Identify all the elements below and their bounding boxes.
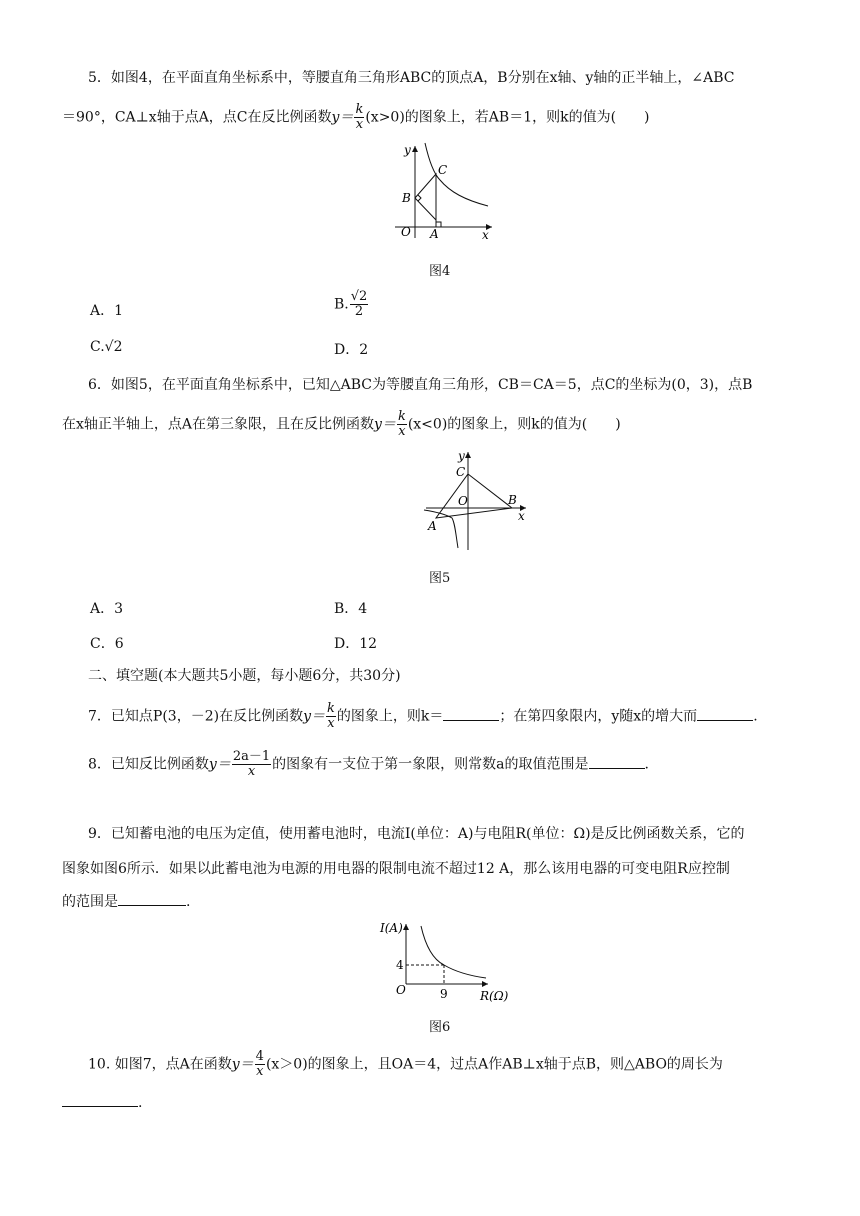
q7-frac-den: x xyxy=(327,716,335,731)
q10-fraction xyxy=(255,1050,265,1079)
q8-frac-num: 2a－1 xyxy=(232,749,271,764)
fig5-label-b: B xyxy=(508,493,517,507)
fig6-tick-9: 9 xyxy=(440,987,448,1001)
q5-fraction xyxy=(354,103,364,132)
q5-line1 xyxy=(88,68,735,88)
q9-line3 xyxy=(62,891,190,912)
q10-line2 xyxy=(62,1092,142,1113)
fig6-label-yaxis: I(A) xyxy=(380,921,403,935)
q10-blank[interactable] xyxy=(62,1092,138,1107)
q5-text-line2a: ＝90°，CA⊥x轴于点A，点C在反比例函数 xyxy=(62,109,332,126)
q8-blank[interactable] xyxy=(589,754,645,769)
section-2-heading: 二、填空题(本大题共5小题，每小题6分，共30分) xyxy=(88,668,401,684)
q6-func-prefix: y＝ xyxy=(374,416,396,433)
q7-frac-num: k xyxy=(327,701,335,716)
q10-func-prefix: y＝ xyxy=(231,1056,254,1073)
fig5-caption: 图5 xyxy=(429,571,451,586)
q5-option-b-prefix: B. xyxy=(334,296,349,313)
q6-option-c: C．6 xyxy=(90,636,124,652)
q7-text-d: . xyxy=(753,708,758,725)
q10-text-b: (x＞0)的图象上，且OA＝4，过点A作AB⊥x轴于点B，则△ABO的周长为 xyxy=(265,1056,723,1073)
q6-frac-den: x xyxy=(398,424,406,439)
figure-6 xyxy=(376,918,516,1004)
fig6-caption: 图6 xyxy=(429,1020,451,1035)
q6-text-line1: 如图5，在平面直角坐标系中，已知△ABC为等腰直角三角形，CB＝CA＝5，点C的坐标为(0，3)，点B xyxy=(110,377,753,393)
q9-text-line3-end: . xyxy=(186,894,191,910)
q5-frac-den: x xyxy=(355,117,364,132)
fig5-label-a: A xyxy=(428,519,437,533)
figure-4 xyxy=(390,140,500,240)
fig4-label-b: B xyxy=(402,191,411,205)
q7-text-c: ；在第四象限内，y随x的增大而 xyxy=(499,708,698,725)
fig6-label-xaxis: R(Ω) xyxy=(480,989,509,1003)
q10-frac-num: 4 xyxy=(255,1049,264,1064)
fig6-label-o: O xyxy=(396,983,406,997)
fig5-label-o: O xyxy=(458,494,468,508)
fig6-tick-4: 4 xyxy=(396,958,404,972)
q10-frac-den: x xyxy=(256,1064,264,1079)
q7-text-b: 的图象上，则k＝ xyxy=(336,708,444,725)
q8-text-c: . xyxy=(644,756,649,773)
q6-text-line2a: 在x轴正半轴上，点A在第三象限，且在反比例函数 xyxy=(62,416,375,433)
q10-text-end: . xyxy=(138,1095,143,1111)
q5-option-c: C.√2 xyxy=(90,339,123,355)
q10-line1 xyxy=(88,1050,723,1079)
q9-line2: 图象如图6所示．如果以此蓄电池为电源的用电器的限制电流不超过12 A，那么该用电器的可变电阻R应控制 xyxy=(62,861,730,877)
q9-text-line3: 的范围是 xyxy=(62,894,118,910)
q5-number: 5． xyxy=(88,70,111,86)
q7-text-a: 7．已知点P(3，－2)在反比例函数 xyxy=(88,708,304,725)
fig4-label-c: C xyxy=(438,163,448,177)
q7-blank-2[interactable] xyxy=(697,706,753,721)
fig4-label-a: A xyxy=(430,227,439,240)
q5-text-line2b: (x>0)的图象上，若AB＝1，则k的值为( ) xyxy=(365,109,650,126)
q6-line1 xyxy=(88,375,752,395)
q8-text-a: 8．已知反比例函数 xyxy=(88,756,209,773)
q7-blank-1[interactable] xyxy=(443,706,499,721)
q6-option-b: B．4 xyxy=(334,601,368,617)
q9-line1: 9．已知蓄电池的电压为定值，使用蓄电池时，电流I(单位：A)与电阻R(单位：Ω)是反比例函数关系，它的 xyxy=(88,826,745,842)
q6-option-a: A．3 xyxy=(90,601,124,617)
q5-text-line1: 如图4，在平面直角坐标系中，等腰直角三角形ABC的顶点A，B分别在x轴、y轴的正半轴上，∠ABC xyxy=(110,70,735,86)
q6-line2 xyxy=(62,410,621,439)
q8-fraction xyxy=(232,750,271,779)
q9-blank[interactable] xyxy=(118,891,186,906)
q6-option-d: D．12 xyxy=(334,636,378,652)
fig5-label-y: y xyxy=(458,449,465,463)
fig4-label-y: y xyxy=(404,143,411,157)
fig5-label-x: x xyxy=(518,509,525,523)
fig5-label-c: C xyxy=(456,465,466,479)
q7-func-prefix: y＝ xyxy=(303,708,325,725)
q6-frac-num: k xyxy=(397,409,406,424)
q7-line xyxy=(88,702,758,731)
q7-fraction xyxy=(326,702,336,731)
fig4-caption: 图4 xyxy=(429,264,451,279)
q8-text-b: 的图象有一支位于第一象限，则常数a的取值范围是 xyxy=(272,756,589,773)
q5-option-b-num: √2 xyxy=(350,289,368,304)
q10-text-a: 10. 如图7，点A在函数 xyxy=(88,1056,232,1073)
q8-func-prefix: y＝ xyxy=(208,756,231,773)
q5-option-b-den: 2 xyxy=(354,304,364,319)
q6-number: 6． xyxy=(88,377,111,393)
q5-option-d: D．2 xyxy=(334,342,369,358)
q8-frac-den: x xyxy=(247,764,256,779)
figure-5 xyxy=(422,448,532,552)
q5-option-b xyxy=(334,290,369,319)
fig4-label-x: x xyxy=(482,228,489,240)
q5-option-a: A．1 xyxy=(90,303,124,319)
q8-line xyxy=(88,750,649,779)
fig4-label-o: O xyxy=(401,225,411,239)
q5-func-prefix: y＝ xyxy=(331,109,354,126)
q5-frac-num: k xyxy=(355,102,364,117)
q6-text-line2b: (x<0)的图象上，则k的值为( ) xyxy=(407,416,621,433)
q6-fraction xyxy=(397,410,407,439)
q5-option-b-fraction xyxy=(350,290,369,319)
q5-line2 xyxy=(62,103,650,132)
